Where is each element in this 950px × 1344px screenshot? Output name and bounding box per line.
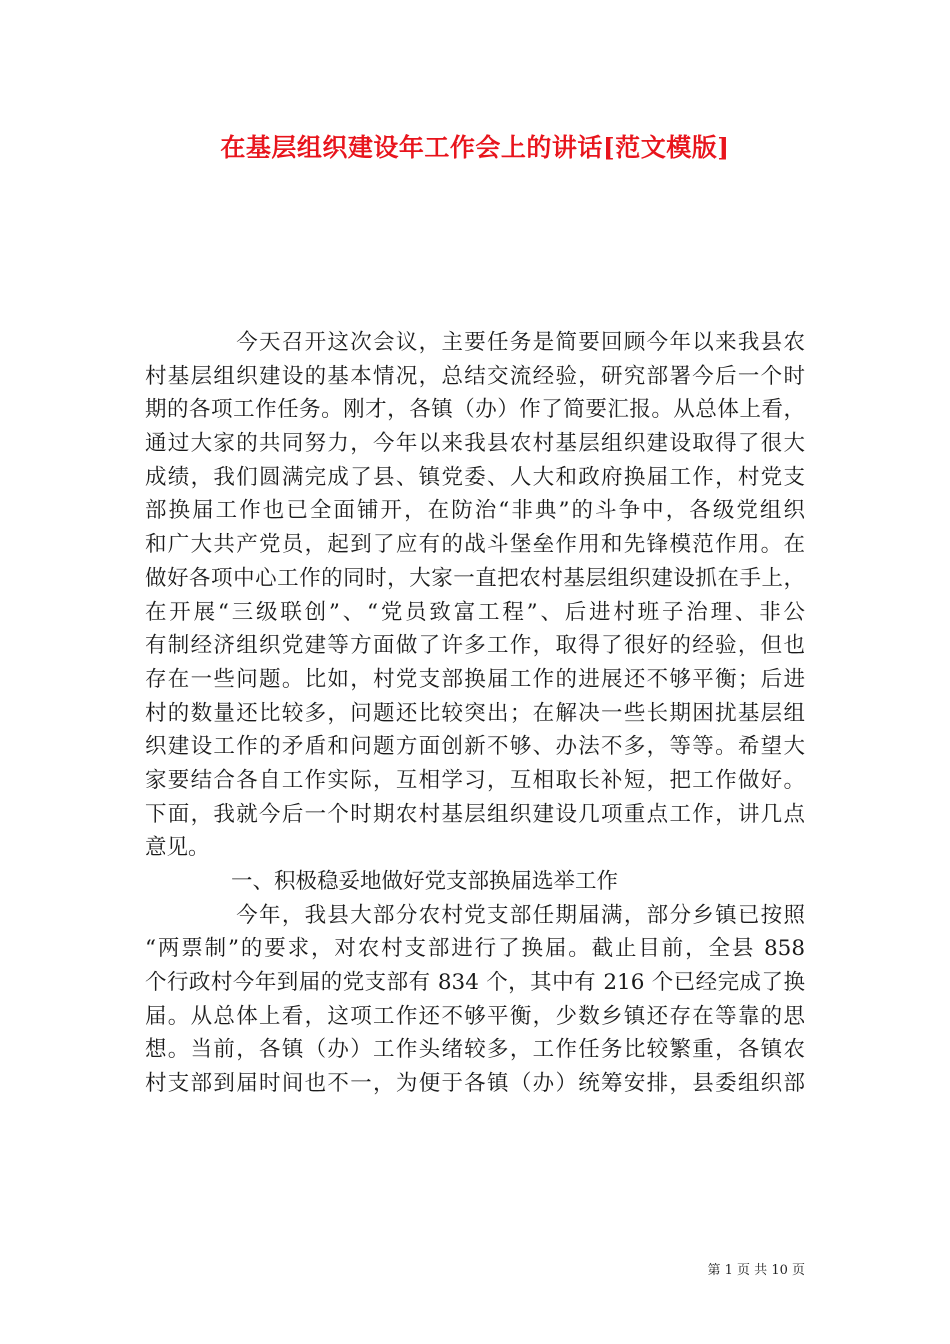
- text-line: 今天召开这次会议，主要任务是简要回顾今年以来我县农: [145, 330, 805, 355]
- text-line: 存在一些问题。比如，村党支部换届工作的进展还不够平衡；后进: [145, 666, 805, 692]
- text-line: 在开展“三级联创”、“党员致富工程”、后进村班子治理、非公: [145, 599, 805, 625]
- text-line: 做好各项中心工作的同时，大家一直把农村基层组织建设抓在手上，: [145, 565, 805, 591]
- text-line: 村支部到届时间也不一，为便于各镇（办）统筹安排，县委组织部: [145, 1071, 805, 1097]
- text-line: 届。从总体上看，这项工作还不够平衡，少数乡镇还存在等靠的思: [145, 1003, 805, 1029]
- text-line: 织建设工作的矛盾和问题方面创新不够、办法不多，等等。希望大: [145, 734, 805, 760]
- text-line: 和广大共产党员，起到了应有的战斗堡垒作用和先锋模范作用。在: [145, 532, 805, 558]
- text-line: 成绩，我们圆满完成了县、镇党委、人大和政府换届工作，村党支: [145, 464, 805, 490]
- text-line: 想。当前，各镇（办）工作头绪较多，工作任务比较繁重，各镇农: [145, 1037, 805, 1063]
- text-line: 村基层组织建设的基本情况，总结交流经验，研究部署今后一个时: [145, 363, 805, 389]
- section-heading: 一、积极稳妥地做好党支部换届选举工作: [145, 869, 619, 894]
- text-line: 村的数量还比较多，问题还比较突出；在解决一些长期困扰基层组: [145, 700, 805, 726]
- text-line: 有制经济组织党建等方面做了许多工作，取得了很好的经验，但也: [145, 633, 805, 659]
- text-line: 下面，我就今后一个时期农村基层组织建设几项重点工作，讲几点: [145, 801, 805, 827]
- text-line: 部换届工作也已全面铺开，在防治“非典”的斗争中，各级党组织: [145, 498, 805, 524]
- text-line: 通过大家的共同努力，今年以来我县农村基层组织建设取得了很大: [145, 431, 805, 457]
- page-number: 第 1 页 共 10 页: [707, 1263, 805, 1278]
- text-line: 个行政村今年到届的党支部有 834 个，其中有 216 个已经完成了换: [145, 970, 805, 996]
- text-line: 意见。: [145, 835, 210, 861]
- text-line: 期的各项工作任务。刚才，各镇（办）作了简要汇报。从总体上看，: [145, 397, 805, 423]
- document-title: 在基层组织建设年工作会上的讲话[范文模版]: [220, 133, 730, 162]
- document-body: [145, 326, 805, 1101]
- text-line: 家要结合各自工作实际，互相学习，互相取长补短，把工作做好。: [145, 767, 805, 793]
- text-line: “两票制”的要求，对农村支部进行了换届。截止目前，全县 858: [145, 936, 805, 962]
- text-line: 今年，我县大部分农村党支部任期届满，部分乡镇已按照: [145, 902, 805, 928]
